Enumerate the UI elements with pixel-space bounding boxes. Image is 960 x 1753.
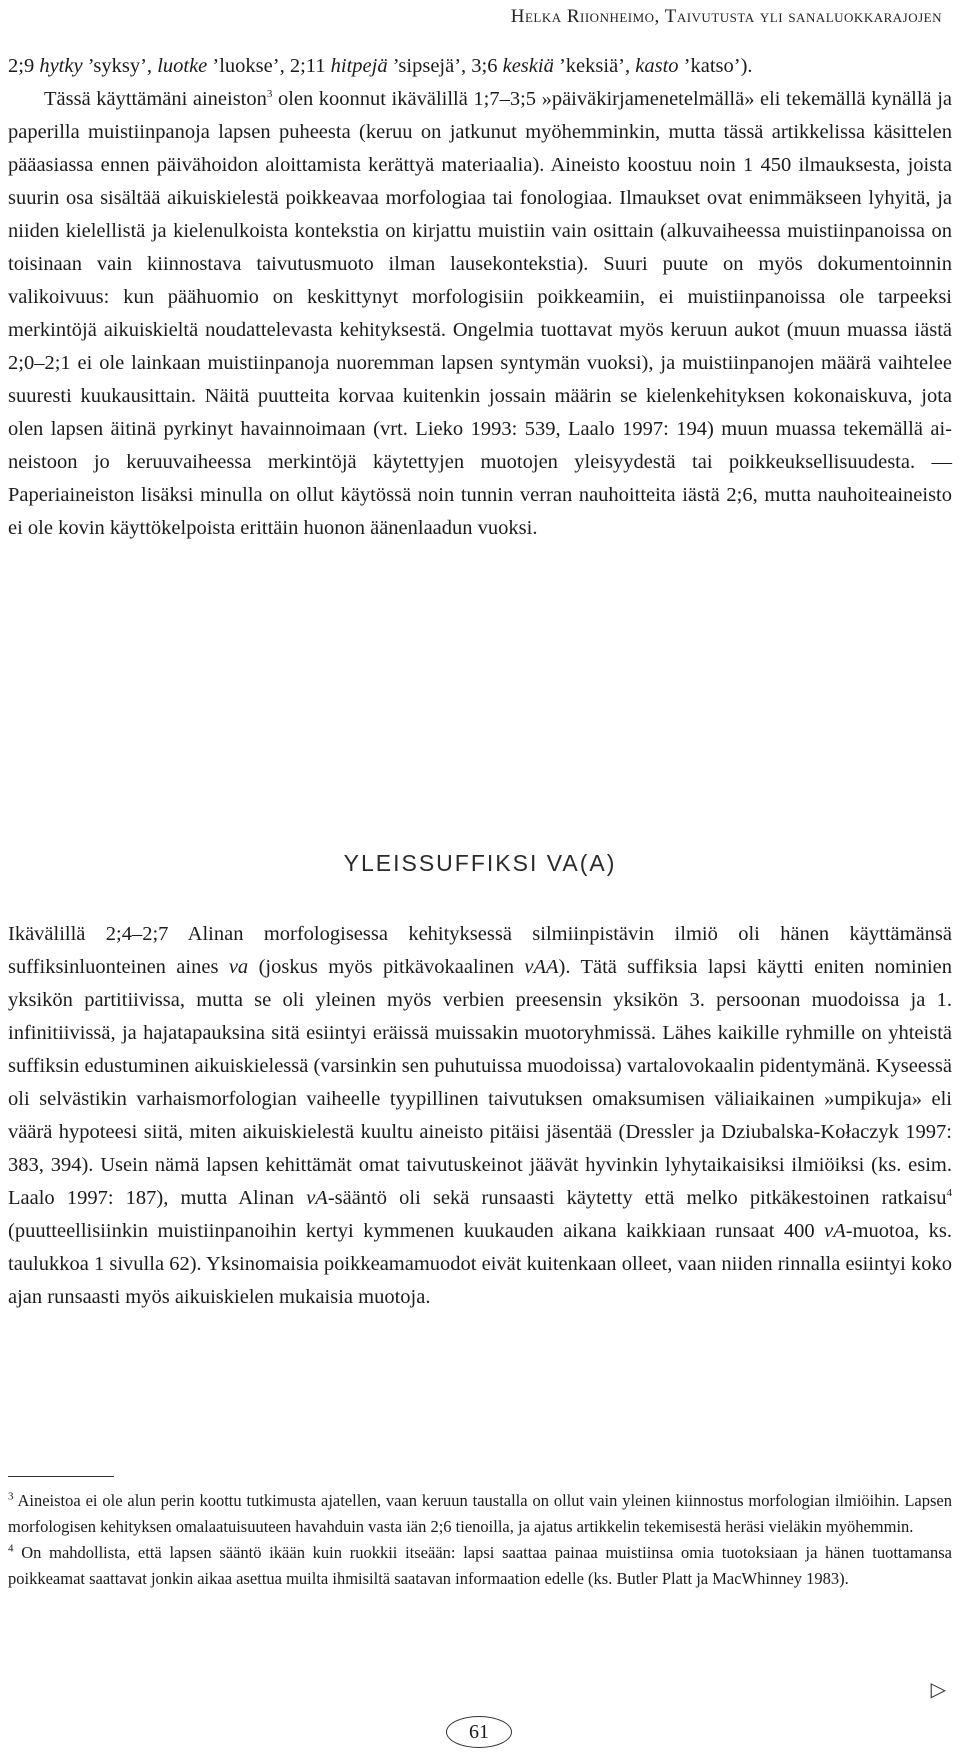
footnotes [8,1488,952,1592]
section-heading: YLEISSUFFIKSI VA(A) [343,850,617,876]
page-number: 61 [446,1716,512,1748]
italic-term: keskiä [502,55,554,77]
footnote-marker: 4 [946,1187,952,1200]
footnote-marker: 3 [8,1490,14,1503]
footnote-divider [8,1476,114,1477]
footnote-marker: 3 [266,88,273,101]
italic-term: luotke [157,55,208,77]
footnote-4: $^4$ On mahdollista, että lapsen sääntö ikään kuin ruokkii itseään: lapsi saattaa painaa muistiinsa omia tuotoksiaan ja hänen tuottamansa poikkeamat saattavat jonkin aikaa asettua muilta ihmisiltä saatavan informaation edelle (ks. Butler Platt ja MacWhinney 1983). [8,1542,952,1588]
running-head: Helka Riionheimo, Taivutusta yli sanaluokkarajojen [510,6,942,27]
italic-term: kasto [635,55,679,77]
body-text-block-1 [8,50,952,545]
italic-term: vA [824,1220,846,1242]
paragraph: 2;9 hytky ’syksy’, luotke ’luokse’, 2;11 hitpejä ’sipsejä’, 3;6 keskiä ’keksiä’, kasto ’katso’). [8,55,753,77]
continue-arrow-icon: ▷ [930,1679,946,1701]
paragraph: Tässä käyttämäni aineiston$^3$ olen koonnut ikävälillä 1;7–3;5 »päiväkirjamenetelmällä» eli tekemällä kynällä ja paperilla muistiinpanoja lapsen puheesta (keruu on jatkunut myöhemminkin, mutta tässä artikkelissa käsittelen pääasiassa ennen päivähoidon aloittamista kerättyä materiaalia). Aineisto koostuu noin 1 450 ilmauksesta, joista suurin osa sisältää aikuiskielestä poikkeavaa morfologiaa tai fonologiaa. Ilmaukset ovat enimmäkseen lyhyitä, ja niiden kielellistä ja kielenulkoista kontekstia on kirjattu muistiin vain osittain (alkuvaiheessa muistiinpanoissa on toisinaan vain kiinnostava taivutusmuoto ilman lausekontekstia). Suuri puute on myös dokumentoinnin valikoivuus: kun päähuomio on keskittynyt morfologisiin poikkeamiin, ei muistiinpanoissa ole tarpeeksi merkintöjä aikuiskieltä noudattelevasta kehityksestä. Ongelmia tuottavat myös keruun aukot (muun muassa iästä 2;0–2;1 ei ole lainkaan muistiinpanoja nuoremman lapsen syntymän vuoksi), ja muistiinpanojen määrä vaihtelee suuresti kuukausittain. Näitä puutteita korvaa kuitenkin jossain määrin se kielenkehityksen kokonaiskuva, jota olen lapsen äitinä pyrkinyt havainnoimaan (vrt. Lieko 1993: 539, Laalo 1997: 194) muun muassa tekemällä aineistoon jo keruuvaiheessa merkintöjä käytettyjen muotojen yleisyydestä tai poikkeuksellisuudesta. — Paperiaineiston lisäksi minulla on ollut käytössä noin tunnin verran nauhoitteita iästä 2;6, mutta nauhoiteaineisto ei ole kovin käyttökelpoista erittäin huonon äänenlaadun vuoksi. [8,88,952,539]
italic-term: vA [306,1187,328,1209]
italic-term: hitpejä [330,55,388,77]
italic-term: hytky [39,55,83,77]
footnote-marker: 4 [8,1542,14,1555]
italic-term: va [228,956,249,978]
body-text-block-2 [8,918,952,1314]
italic-term: vAA [524,956,559,978]
paragraph: Ikävälillä 2;4–2;7 Alinan morfologisessa kehityksessä silmiinpistävin ilmiö oli hänen käyttämänsä suffiksinluonteinen aines va (joskus myös pitkävokaalinen vAA). Tätä suffiksia lapsi käytti eniten nominien yksikön partitiivissa, mutta se oli yleinen myös verbien preesensin yksikön 3. persoonan muodoissa ja 1. infinitiivissä, ja hajatapauksina sitä esiintyi eräissä muissakin muotoryhmissä. Lähes kaikille ryhmille on yhteistä suffiksin edustuminen aikuiskielessä (varsinkin sen puhutuissa muodoissa) vartalovokaalin pidentymänä. Kyseessä oli selvästikin varhaismorfologian vaiheelle tyypillinen taivutuksen omaksumisen väliaikainen »umpikuja» eli väärä hypoteesi siitä, miten aikuiskielestä kuultu aineisto pitäisi jäsentää (Dressler ja Dziubalska-Kołaczyk 1997: 383, 394). Usein nämä lapsen kehittämät omat taivutuskeinot jäävät hyvinkin lyhytaikaisiksi ilmiöiksi (ks. esim. Laalo 1997: 187), mutta Alinan vA-sääntö oli sekä runsaasti käytetty että melko pitkäkestoinen ratkaisu$^4$ (puutteellisiinkin muistiinpanoihin kertyi kymmenen kuukauden aikana kaikkiaan runsaat 400 vA-muotoa, ks. taulukkoa 1 sivulla 62). Yksinomaisia poikkeamamuodot eivät kuitenkaan olleet, vaan niiden rinnalla esiintyi koko ajan runsaasti myös aikuiskielen mukaisia muotoja. [8,923,953,1308]
footnote-3: $^3$ Aineistoa ei ole alun perin koottu tutkimusta ajatellen, vaan keruun taustalla on ollut vain yleinen kiinnostus morfologian ilmiöihin. Lapsen morfologisen kehityksen omalaatuisuuteen havahduin vasta iän 2;6 tienoilla, ja ajatus artikkelin tekemisestä heräsi vieläkin myöhemmin. [8,1490,952,1536]
